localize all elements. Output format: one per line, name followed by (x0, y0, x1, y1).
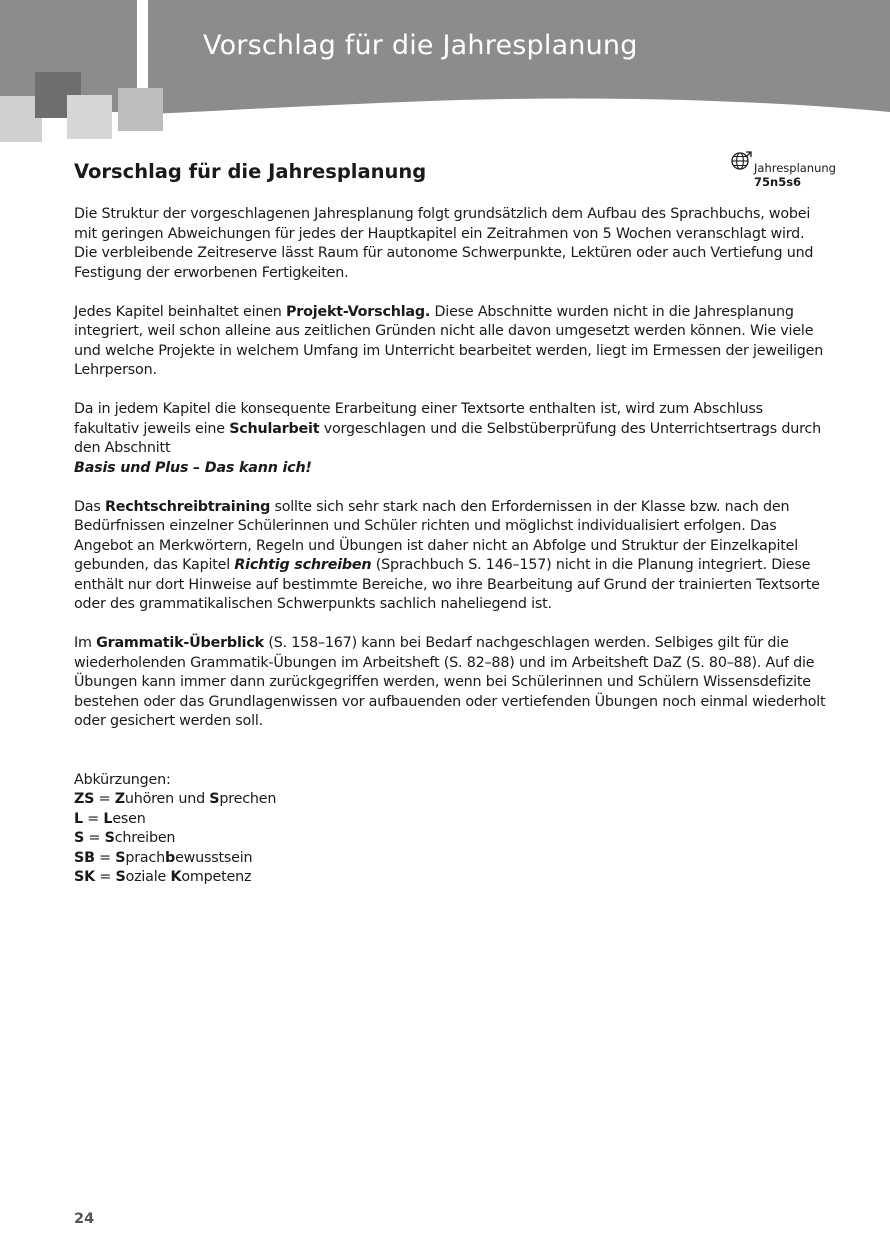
online-code-label: Jahresplanung (754, 161, 836, 175)
globe-link-icon (730, 150, 752, 172)
deco-square-mid (118, 88, 163, 131)
abbreviation-item: SB = Sprachbewusstsein (74, 849, 253, 866)
abbreviation-item: ZS = Zuhören und Sprechen (74, 791, 277, 807)
main-content (74, 205, 830, 888)
deco-square-light (67, 95, 112, 139)
term-projekt-vorschlag: Projekt-Vorschlag. (286, 303, 431, 320)
term-grammatik-ueberblick: Grammatik-Überblick (96, 635, 264, 651)
abbreviation-item: SK = Soziale Kompetenz (74, 869, 252, 885)
text-segment: Im (74, 635, 97, 651)
text-segment: (Sprachbuch S. 146–157) nicht in die Planung integriert. Diese enthält nur dort Hinweise auf bestimmte Bereiche, wo ihre Bearbeitung auf Grund der trainierten Textsorte oder des grammatikalischen Schwerpunkts sachlich naheliegend ist. (74, 557, 820, 612)
paragraph-rechtschreibtraining (74, 498, 830, 615)
term-basis-und-plus: Basis und Plus – Das kann ich! (74, 459, 312, 476)
paragraph-structure: Die Struktur der vorgeschlagenen Jahresplanung folgt grundsätzlich dem Aufbau des Sprachbuchs, wobei mit geringen Abweichungen für jedes der Hauptkapitel ein Zeitrahmen von 5 Wochen veranschlagt wird. Die verbleibende Zeitreserve lässt Raum für autonome Schwerpunkte, Lektüren oder auch Vertiefung und Festigung der erworbenen Fertigkeiten. (74, 206, 814, 281)
term-rechtschreibtraining: Rechtschreibtraining (104, 498, 271, 515)
page-number: 24 (74, 1211, 95, 1227)
abbreviations-heading: Abkürzungen: (74, 771, 171, 788)
term-schularbeit: Schularbeit (229, 420, 320, 437)
header-band (0, 0, 890, 150)
paragraph-projekt (74, 303, 830, 381)
online-code-value: 75n5s6 (754, 175, 802, 189)
text-segment: Diese Abschnitte wurden nicht in die Jahresplanung integriert, weil schon alleine aus zeitlichen Gründen nicht alle davon umgesetzt werden können. Wie viele und welche Projekte in welchem Umfang im Unterricht bearbeitet werden, liegt im Ermessen der jeweiligen Lehrperson. (74, 303, 824, 378)
section-title: Vorschlag für die Jahresplanung (74, 160, 427, 183)
text-segment: Das (74, 498, 105, 515)
abbreviations-block (74, 771, 830, 888)
text-segment: Jedes Kapitel beinhaltet einen (74, 303, 287, 320)
online-code-box[interactable] (730, 150, 840, 190)
header-title: Vorschlag für die Jahresplanung (203, 30, 638, 61)
text-segment: vorgeschlagen und die Selbstüberprüfung des Unterrichtsertrags durch den Abschnitt (74, 420, 821, 456)
abbreviation-item: L = Lesen (74, 810, 146, 827)
text-segment: sollte sich sehr stark nach den Erfordernissen in der Klasse bzw. nach den Bedürfnissen einzelner Schülerinnen und Schüler richten und möglichst individualisiert erfolgen. Das Angebot an Merkwörtern, Regeln und Übungen ist daher nicht an Abfolge und Struktur der Einzelkapitel gebunden, das Kapitel (74, 498, 799, 573)
paragraph-grammatik (74, 634, 830, 732)
text-segment: Da in jedem Kapitel die konsequente Erarbeitung einer Textsorte enthalten ist, wird zum Abschluss fakultativ jeweils eine (74, 401, 763, 437)
term-richtig-schreiben: Richtig schreiben (234, 557, 372, 573)
abbreviation-item: S = Schreiben (74, 830, 176, 846)
paragraph-schularbeit (74, 400, 830, 478)
text-segment: (S. 158–167) kann bei Bedarf nachgeschlagen werden. Selbiges gilt für die wiederholenden Grammatik-Übungen im Arbeitsheft (S. 82–88) und im Arbeitsheft DaZ (S. 80–88). Auf die Übungen kann immer dann zurückgegriffen werden, wenn bei Schülerinnen und Schülern Wissensdefizite bestehen oder das Grundlagenwissen vor aufbauenden oder vertiefenden Übungen noch einmal wiederholt oder gesichert werden soll. (74, 635, 826, 729)
